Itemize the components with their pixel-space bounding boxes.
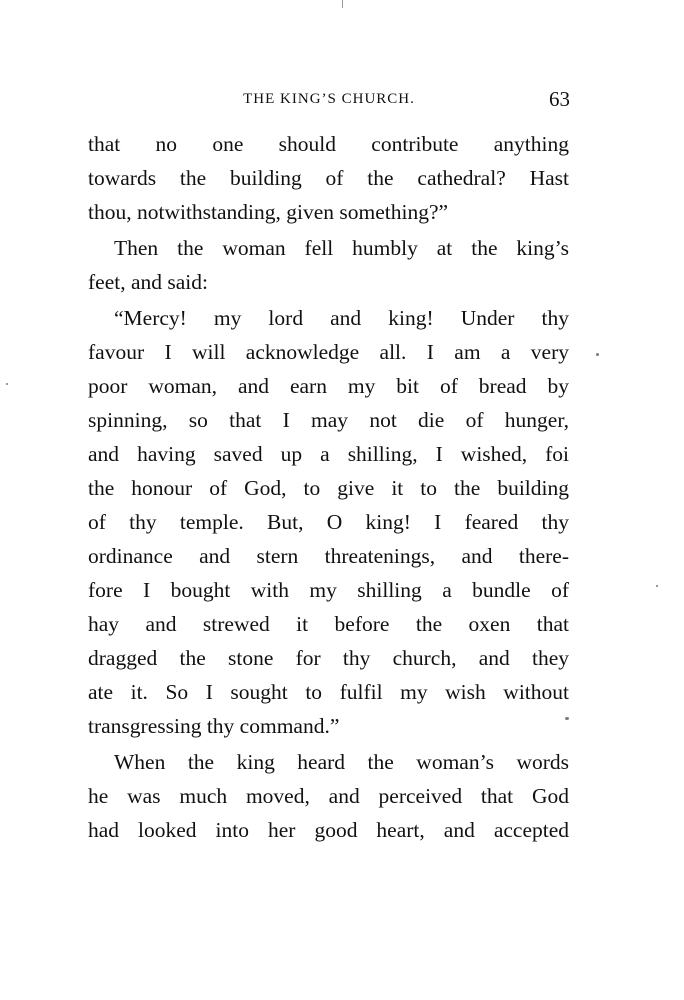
text-line: and having saved up a shilling, I wished, foi [88, 442, 569, 466]
text-line: transgressing thy command.” [88, 714, 340, 738]
text-line: favour I will acknowledge all. I am a very [88, 340, 569, 364]
paper-speck [6, 383, 8, 385]
text-line: “Mercy! my lord and king! Under thy [114, 306, 569, 330]
text-line: Then the woman fell humbly at the king’s [114, 236, 569, 260]
running-title: THE KING’S CHURCH. [243, 91, 415, 107]
paper-speck [656, 585, 658, 587]
text-line: the honour of God, to give it to the building [88, 476, 569, 500]
paper-speck [596, 353, 599, 356]
body-text [88, 127, 569, 847]
text-line: dragged the stone for thy church, and they [88, 646, 569, 670]
page-number: 63 [549, 87, 570, 111]
scan-edge-mark [342, 0, 343, 8]
text-line: thou, notwithstanding, given something?” [88, 200, 449, 224]
text-line: had looked into her good heart, and accepted [88, 818, 569, 842]
text-line: spinning, so that I may not die of hunger, [88, 408, 569, 432]
text-line: feet, and said: [88, 270, 208, 294]
text-line: When the king heard the woman’s words [114, 750, 569, 774]
text-line: he was much moved, and perceived that God [88, 784, 569, 808]
text-line: poor woman, and earn my bit of bread by [88, 374, 569, 398]
text-line: of thy temple. But, O king! I feared thy [88, 510, 569, 534]
text-line: that no one should contribute anything [88, 132, 569, 156]
text-line: ordinance and stern threatenings, and there- [88, 544, 569, 568]
text-line: towards the building of the cathedral? Hast [88, 166, 569, 190]
text-line: hay and strewed it before the oxen that [88, 612, 569, 636]
paper-speck [565, 717, 569, 720]
text-line: ate it. So I sought to fulfil my wish without [88, 680, 569, 704]
text-line: fore I bought with my shilling a bundle of [88, 578, 569, 602]
running-head [88, 86, 570, 112]
